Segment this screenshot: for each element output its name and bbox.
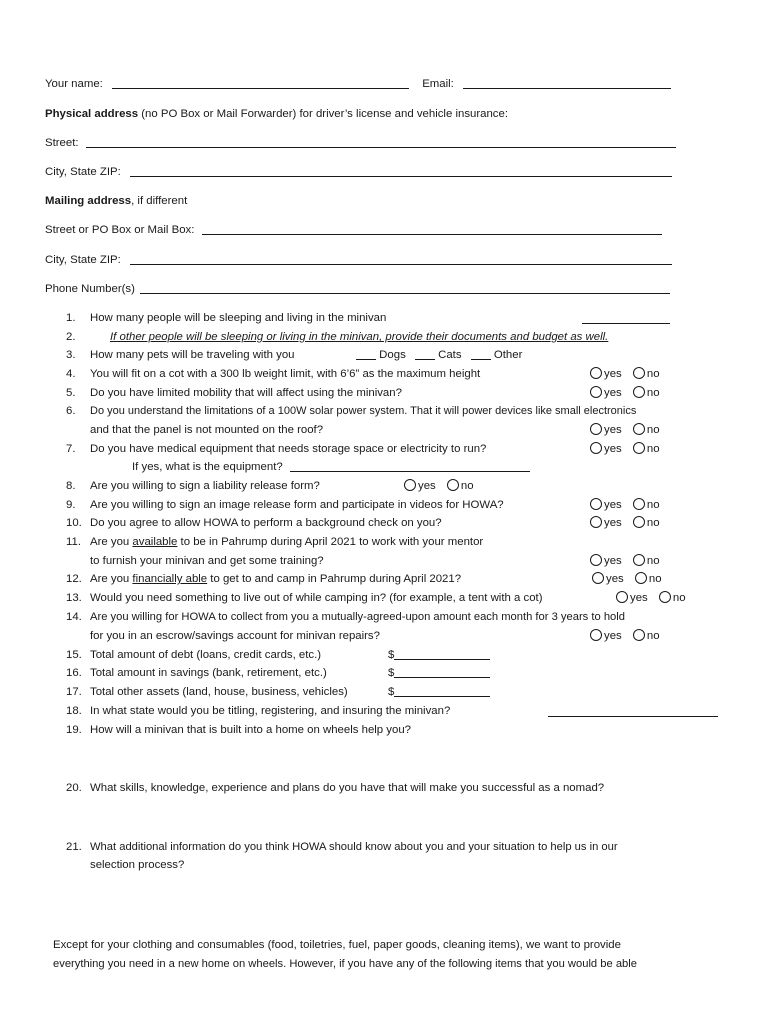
q4-number: 4. [66, 368, 76, 380]
q6-yes-radio[interactable] [590, 423, 602, 435]
q5-number: 5. [66, 387, 76, 399]
q15-currency: $ [388, 649, 395, 661]
q2-number: 2. [66, 331, 76, 343]
mail-city-field-row [45, 253, 672, 267]
q7-text: Do you have medical equipment that needs storage space or electricity to run? [90, 443, 487, 455]
mailing-address-heading [45, 194, 187, 208]
physical-address-heading [45, 107, 508, 121]
q11-yes-label: yes [604, 555, 622, 567]
q9-yes-label: yes [604, 499, 622, 511]
q21-text-continued: selection process? [90, 859, 185, 871]
email-input[interactable] [463, 88, 671, 89]
street-field-row [45, 136, 676, 150]
city-input[interactable] [130, 176, 672, 177]
q12-no-radio[interactable] [635, 572, 647, 584]
q14-yes-label: yes [604, 630, 622, 642]
q17-currency: $ [388, 686, 395, 698]
q6-number: 6. [66, 405, 76, 417]
q17-text: Total other assets (land, house, business, vehicles) [90, 686, 348, 698]
q4-choices [590, 367, 660, 381]
q18-number: 18. [66, 705, 82, 717]
q6-no-label: no [646, 424, 660, 436]
q4-no-label: no [646, 368, 660, 380]
q17-amount-input[interactable] [394, 696, 490, 697]
mail-city-input[interactable] [130, 264, 672, 265]
q8-no-radio[interactable] [447, 479, 459, 491]
q17-number: 17. [66, 686, 82, 698]
q14-number: 14. [66, 611, 82, 623]
city-field-row [45, 165, 672, 179]
q14-choices [590, 629, 660, 643]
q8-no-label: no [460, 480, 474, 492]
q13-text: Would you need something to live out of while camping in? (for example, a tent with a cot) [90, 592, 543, 604]
q4-text: You will fit on a cot with a 300 lb weight limit, with 6’6” as the maximum height [90, 368, 481, 380]
q9-text: Are you willing to sign an image release form and participate in videos for HOWA? [90, 499, 504, 511]
q4-yes-label: yes [604, 368, 622, 380]
q12-yes-label: yes [606, 573, 624, 585]
street-label: Street: [45, 137, 79, 149]
q8-yes-radio[interactable] [404, 479, 416, 491]
q12-text-underlined: financially able [132, 573, 208, 585]
q12-yes-radio[interactable] [592, 572, 604, 584]
name-field-row [45, 77, 671, 91]
q6-choices [590, 423, 660, 437]
q11-no-radio[interactable] [633, 554, 645, 566]
q20-number: 20. [66, 782, 82, 794]
q11-number: 11. [66, 536, 81, 548]
q10-no-label: no [646, 517, 660, 529]
q11-text-pre: Are you [90, 536, 133, 548]
q19-text: How will a minivan that is built into a home on wheels help you? [90, 724, 412, 736]
q3-other-input[interactable] [471, 359, 491, 360]
q7-no-label: no [646, 443, 660, 455]
q6-no-radio[interactable] [633, 423, 645, 435]
q14-text: Are you willing for HOWA to collect from you a mutually-agreed-upon amount each month for 3 years to hold [90, 611, 625, 623]
q9-no-radio[interactable] [633, 498, 645, 510]
q1-number: 1. [66, 312, 76, 324]
q20-text: What skills, knowledge, experience and plans do you have that will make you successful as a nomad? [90, 782, 605, 794]
q8-text: Are you willing to sign a liability release form? [90, 480, 320, 492]
q15-text: Total amount of debt (loans, credit cards, etc.) [90, 649, 322, 661]
q19-number: 19. [66, 724, 82, 736]
city-label: City, State ZIP: [45, 166, 121, 178]
q10-yes-radio[interactable] [590, 516, 602, 528]
q15-amount-input[interactable] [394, 659, 490, 660]
q10-yes-label: yes [604, 517, 622, 529]
q10-text: Do you agree to allow HOWA to perform a background check on you? [90, 517, 442, 529]
q5-choices [590, 386, 660, 400]
q11-text-post: to be in Pahrump during April 2021 to work with your mentor [177, 536, 484, 548]
q16-text: Total amount in savings (bank, retirement, etc.) [90, 667, 327, 679]
q1-text: How many people will be sleeping and living in the minivan [90, 312, 387, 324]
q9-yes-radio[interactable] [590, 498, 602, 510]
q12-no-label: no [648, 573, 662, 585]
q4-yes-radio[interactable] [590, 367, 602, 379]
q7-no-radio[interactable] [633, 442, 645, 454]
q5-yes-label: yes [604, 387, 622, 399]
q7-equipment-label: If yes, what is the equipment? [132, 461, 283, 473]
q11-text-underlined: available [132, 536, 178, 548]
email-label: Email: [422, 78, 454, 90]
q16-number: 16. [66, 667, 82, 679]
name-input[interactable] [112, 88, 409, 89]
q16-amount-input[interactable] [394, 677, 490, 678]
footer-paragraph-line-1: Except for your clothing and consumables (food, toiletries, fuel, paper goods, cleaning items), we want to provide [53, 939, 621, 951]
q15-amount-field [388, 648, 490, 662]
q10-choices [590, 516, 660, 530]
q7-equipment-row [132, 460, 530, 474]
q3-pets-fields [356, 348, 522, 362]
q17-amount-field [388, 685, 490, 699]
q16-currency: $ [388, 667, 395, 679]
q15-number: 15. [66, 649, 82, 661]
phone-label: Phone Number(s) [45, 283, 135, 295]
q3-dogs-label: Dogs [379, 349, 406, 361]
q9-choices [590, 498, 660, 512]
q5-yes-radio[interactable] [590, 386, 602, 398]
q6-text-continued: and that the panel is not mounted on the roof? [90, 424, 324, 436]
mail-city-label: City, State ZIP: [45, 254, 121, 266]
q7-yes-radio[interactable] [590, 442, 602, 454]
q6-text: Do you understand the limitations of a 100W solar power system. That it will power devices like small electronics [90, 405, 637, 417]
q11-no-label: no [646, 555, 660, 567]
q14-text-continued: for you in an escrow/savings account for minivan repairs? [90, 630, 380, 642]
q18-state-input[interactable] [548, 704, 718, 717]
q11-choices [590, 554, 660, 568]
q3-cats-input[interactable] [415, 359, 435, 360]
q21-number: 21. [66, 841, 82, 853]
q7-number: 7. [66, 443, 76, 455]
q8-choices [404, 479, 474, 493]
q13-no-radio[interactable] [659, 591, 671, 603]
q7-yes-label: yes [604, 443, 622, 455]
q8-number: 8. [66, 480, 76, 492]
mail-street-label: Street or PO Box or Mail Box: [45, 224, 195, 236]
q3-other-label: Other [493, 349, 523, 361]
q13-yes-label: yes [630, 592, 648, 604]
q3-text: How many pets will be traveling with you [90, 349, 295, 361]
q2-text: If other people will be sleeping or living in the minivan, provide their documents and budget as well. [110, 331, 609, 343]
q1-input[interactable] [582, 311, 670, 324]
q7-choices [590, 442, 660, 456]
q11-text [90, 535, 483, 549]
q12-text-pre: Are you [90, 573, 133, 585]
mailing-address-note: , if different [131, 195, 188, 207]
q12-choices [592, 572, 662, 586]
street-input[interactable] [86, 147, 676, 148]
q3-number: 3. [66, 349, 76, 361]
mailing-address-bold: Mailing address [45, 195, 132, 207]
q12-text [90, 572, 461, 586]
q21-text: What additional information do you think HOWA should know about you and your situation to help us in our [90, 841, 618, 853]
q6-yes-label: yes [604, 424, 622, 436]
q10-number: 10. [66, 517, 82, 529]
q5-text: Do you have limited mobility that will affect using the minivan? [90, 387, 402, 399]
q18-text: In what state would you be titling, registering, and insuring the minivan? [90, 705, 451, 717]
physical-address-bold: Physical address [45, 108, 139, 120]
name-label: Your name: [45, 78, 103, 90]
q13-no-label: no [672, 592, 686, 604]
mail-street-input[interactable] [202, 234, 662, 235]
q3-dogs-input[interactable] [356, 359, 376, 360]
q14-yes-radio[interactable] [590, 629, 602, 641]
footer-paragraph-line-2: everything you need in a new home on wheels. However, if you have any of the following items that you would be able [53, 958, 637, 970]
physical-address-note: (no PO Box or Mail Forwarder) for driver’s license and vehicle insurance: [138, 108, 509, 120]
q9-number: 9. [66, 499, 76, 511]
q13-yes-radio[interactable] [616, 591, 628, 603]
mail-street-field-row [45, 223, 662, 237]
q9-no-label: no [646, 499, 660, 511]
q14-no-radio[interactable] [633, 629, 645, 641]
q16-amount-field [388, 666, 490, 680]
q4-no-radio[interactable] [633, 367, 645, 379]
q8-yes-label: yes [418, 480, 436, 492]
q13-choices [616, 591, 686, 605]
q7-equipment-input[interactable] [290, 471, 530, 472]
q11-text-continued: to furnish your minivan and get some training? [90, 555, 324, 567]
q10-no-radio[interactable] [633, 516, 645, 528]
q14-no-label: no [646, 630, 660, 642]
q5-no-radio[interactable] [633, 386, 645, 398]
phone-input[interactable] [140, 293, 670, 294]
phone-field-row [45, 282, 670, 296]
q3-cats-label: Cats [438, 349, 462, 361]
q12-number: 12. [66, 573, 82, 585]
q11-yes-radio[interactable] [590, 554, 602, 566]
q5-no-label: no [646, 387, 660, 399]
q13-number: 13. [66, 592, 82, 604]
q12-text-post: to get to and camp in Pahrump during April 2021? [207, 573, 462, 585]
